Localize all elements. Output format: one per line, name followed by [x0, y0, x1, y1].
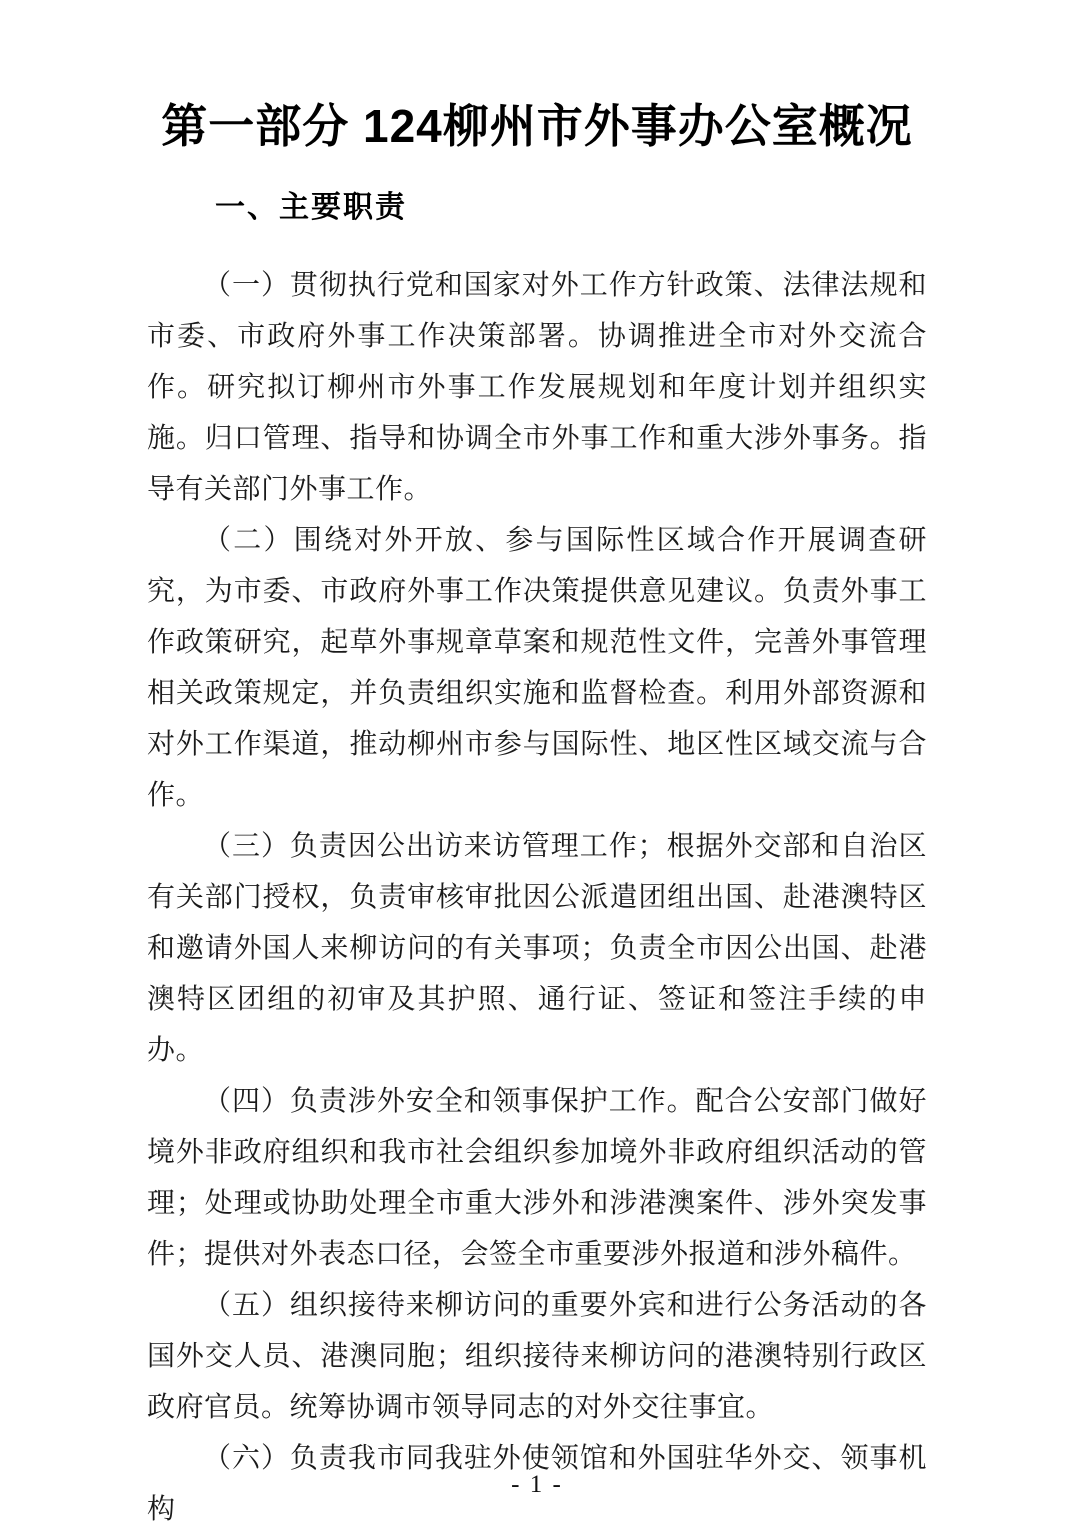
body-paragraph-1: （一）贯彻执行党和国家对外工作方针政策、法律法规和市委、市政府外事工作决策部署。协调推进全市对外交流合作。研究拟订柳州市外事工作发展规划和年度计划并组织实施。归口管理、指导和协调全市外事工作和重大涉外事务。指导有关部门外事工作。 — [147, 270, 927, 505]
page-title: 第一部分 124柳州市外事办公室概况 — [161, 100, 913, 152]
section-heading: 一、主要职责 — [215, 191, 407, 224]
body-paragraph-5: （五）组织接待来柳访问的重要外宾和进行公务活动的各国外交人员、港澳同胞；组织接待来柳访问的港澳特别行政区政府官员。统筹协调市领导同志的对外交往事宜。 — [147, 1290, 927, 1423]
body-paragraph-2: （二）围绕对外开放、参与国际性区域合作开展调查研究，为市委、市政府外事工作决策提供意见建议。负责外事工作政策研究，起草外事规章草案和规范性文件，完善外事管理相关政策规定，并负责组织实施和监督检查。利用外部资源和对外工作渠道，推动柳州市参与国际性、地区性区域交流与合作。 — [147, 525, 927, 811]
body-paragraph-3: （三）负责因公出访来访管理工作；根据外交部和自治区有关部门授权，负责审核审批因公派遣团组出国、赴港澳特区和邀请外国人来柳访问的有关事项；负责全市因公出国、赴港澳特区团组的初审及其护照、通行证、签证和签注手续的申办。 — [147, 831, 927, 1066]
page-number: - 1 - — [511, 1471, 563, 1498]
body-paragraph-6: （六）负责我市同我驻外使领馆和外国驻华外交、领事机构 — [147, 1443, 927, 1525]
body-paragraph-4: （四）负责涉外安全和领事保护工作。配合公安部门做好境外非政府组织和我市社会组织参加境外非政府组织活动的管理；处理或协助处理全市重大涉外和涉港澳案件、涉外突发事件；提供对外表态口径，会签全市重要涉外报道和涉外稿件。 — [147, 1086, 927, 1270]
document-body — [147, 260, 927, 1535]
